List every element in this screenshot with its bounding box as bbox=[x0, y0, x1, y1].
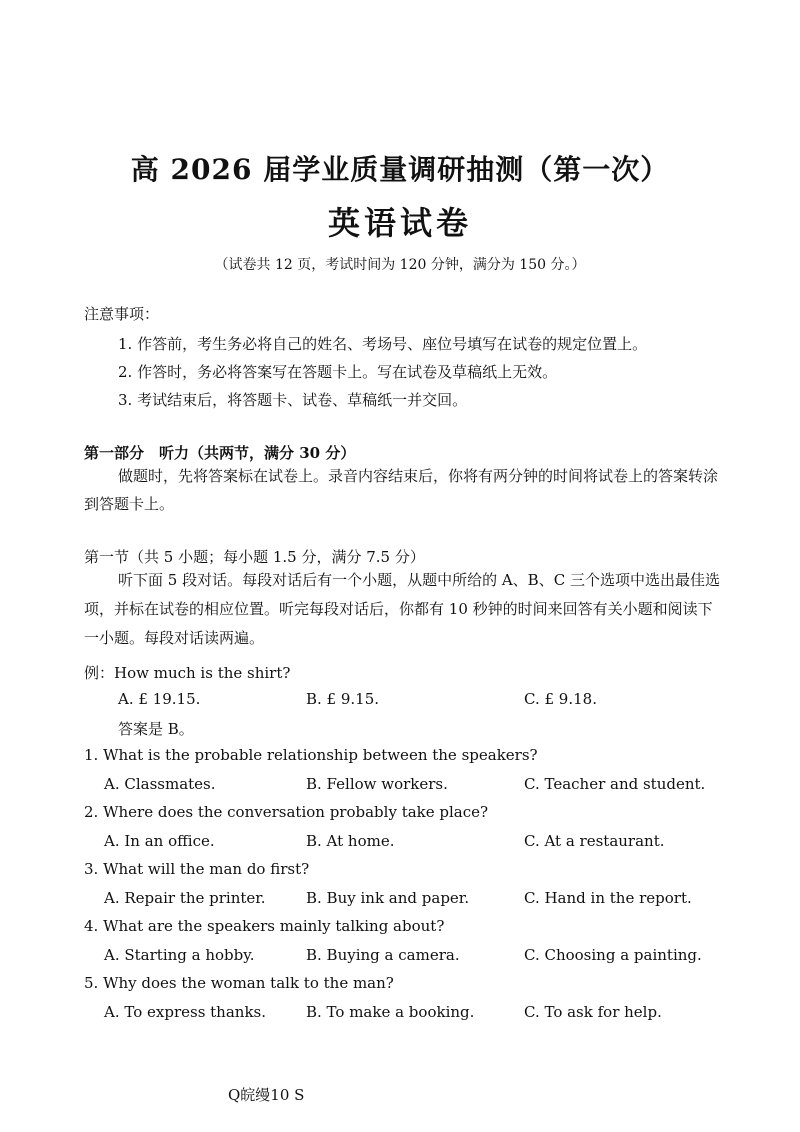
notice-item: 1. 作答前，考生务必将自己的姓名、考场号、座位号填写在试卷的规定位置上。 bbox=[118, 335, 648, 353]
exam-title: 高 2026 届学业质量调研抽测（第一次） bbox=[130, 153, 670, 186]
option-b: B. To make a booking. bbox=[306, 1003, 475, 1021]
option-b: B. Fellow workers. bbox=[306, 775, 448, 793]
notice-item: 2. 作答时，务必将答案写在答题卡上。写在试卷及草稿纸上无效。 bbox=[118, 363, 558, 381]
example-option-c: C. £ 9.18. bbox=[524, 690, 597, 708]
subject-title: 英语试卷 bbox=[327, 204, 472, 242]
question-2: 2. Where does the conversation probably take place? bbox=[84, 803, 489, 821]
section1-heading: 第一节（共 5 小题；每小题 1.5 分，满分 7.5 分） bbox=[84, 548, 425, 566]
part1-heading: 第一部分 听力（共两节，满分 30 分） bbox=[84, 444, 356, 462]
example-option-a: A. £ 19.15. bbox=[118, 690, 201, 708]
notice-heading: 注意事项： bbox=[84, 305, 160, 323]
option-a: A. Repair the printer. bbox=[104, 889, 266, 907]
example-option-b: B. £ 9.15. bbox=[306, 690, 380, 708]
option-a: A. Starting a hobby. bbox=[104, 946, 255, 964]
option-b: B. Buy ink and paper. bbox=[306, 889, 470, 907]
option-c: C. Teacher and student. bbox=[524, 775, 706, 793]
section1-instruction: 听下面 5 段对话。每段对话后有一个小题，从题中所给的 A、B、C 三个选项中选出最佳选项，并标在试卷的相应位置。听完每段对话后，你都有 10 秒钟的时间来回答有关小题和阅读下一小题。每段对话读两遍。 bbox=[84, 571, 720, 647]
option-b: B. At home. bbox=[306, 832, 395, 850]
option-b: B. Buying a camera. bbox=[306, 946, 460, 964]
option-c: C. Choosing a painting. bbox=[524, 946, 702, 964]
question-4: 4. What are the speakers mainly talking about? bbox=[84, 917, 445, 935]
question-1: 1. What is the probable relationship between the speakers? bbox=[84, 746, 538, 764]
exam-info: （试卷共 12 页，考试时间为 120 分钟，满分为 150 分。） bbox=[214, 257, 586, 273]
option-c: C. To ask for help. bbox=[524, 1003, 662, 1021]
option-a: A. To express thanks. bbox=[104, 1003, 267, 1021]
example-answer: 答案是 B。 bbox=[118, 720, 194, 738]
question-3: 3. What will the man do first? bbox=[84, 860, 310, 878]
option-a: A. In an office. bbox=[104, 832, 215, 850]
question-5: 5. Why does the woman talk to the man? bbox=[84, 974, 394, 992]
notice-item: 3. 考试结束后，将答题卡、试卷、草稿纸一并交回。 bbox=[118, 391, 468, 409]
part1-instruction: 做题时，先将答案标在试卷上。录音内容结束后，你将有两分钟的时间将试卷上的答案转涂到答题卡上。 bbox=[84, 467, 719, 513]
example-question: 例：How much is the shirt? bbox=[84, 664, 291, 682]
footer-watermark: Q皖缦10 S bbox=[228, 1086, 305, 1104]
option-c: C. Hand in the report. bbox=[524, 889, 692, 907]
option-a: A. Classmates. bbox=[104, 775, 216, 793]
option-c: C. At a restaurant. bbox=[524, 832, 665, 850]
